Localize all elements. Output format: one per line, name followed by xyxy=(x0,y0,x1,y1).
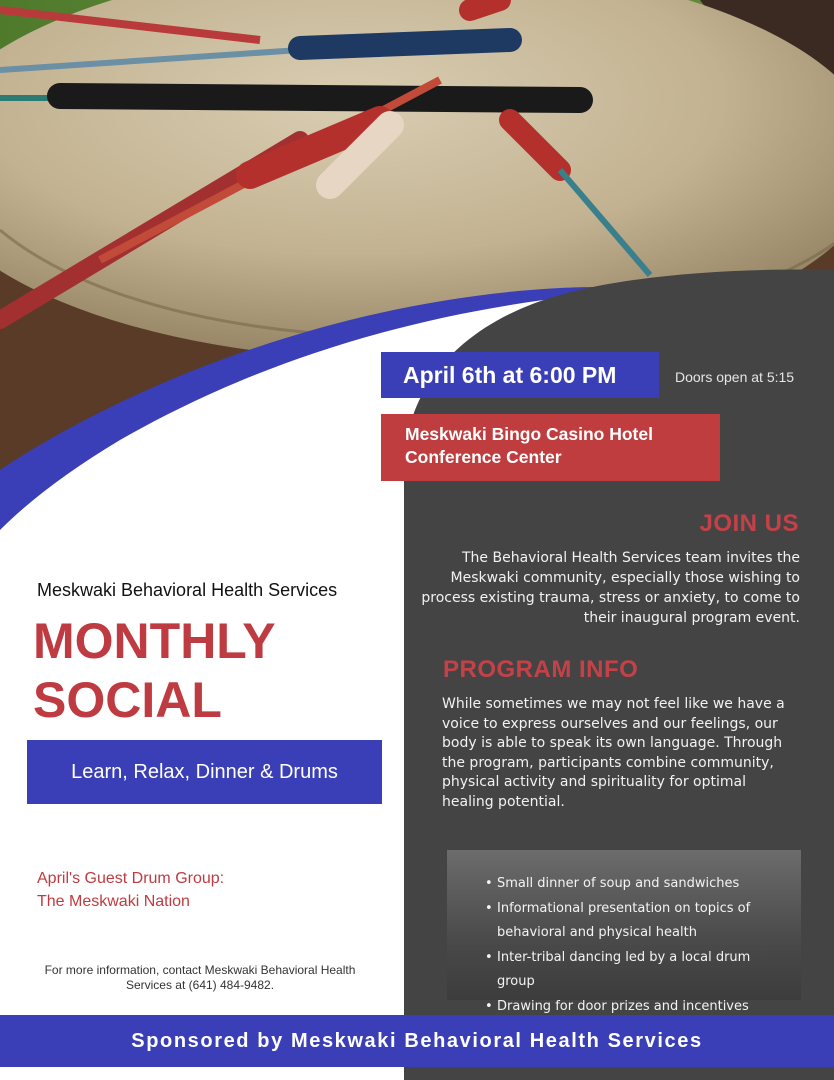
program-items-box xyxy=(447,850,801,1014)
contact-info: For more information, contact Meskwaki Behavioral Health Services at (641) 484-9482. xyxy=(44,963,356,992)
organization-name: Meskwaki Behavioral Health Services xyxy=(37,580,338,600)
sponsor-bar xyxy=(0,1015,834,1067)
program-items-list xyxy=(485,872,791,1019)
event-date-box xyxy=(381,352,659,398)
tagline-box xyxy=(27,740,382,804)
page-title xyxy=(33,612,276,730)
venue-line-2: Conference Center xyxy=(405,447,562,467)
list-item: • Drawing for door prizes and incentives xyxy=(485,995,791,1020)
list-item: • Small dinner of soup and sandwiches xyxy=(485,872,791,897)
program-info-text: While sometimes we may not feel like we have a voice to express ourselves and our feelings, our body is able to speak its own language. Through the program, participants combine community, physical activity and spirituality for optimal healing potential. xyxy=(442,696,785,810)
join-us-heading: JOIN US xyxy=(699,510,799,537)
guest-line-1: April's Guest Drum Group: xyxy=(37,870,225,887)
title-line-1: MONTHLY xyxy=(33,613,276,669)
program-info-heading: PROGRAM INFO xyxy=(443,656,639,683)
join-us-text: The Behavioral Health Services team invites the Meskwaki community, especially those wishing to process existing trauma, stress or anxiety, to come to their inaugural program event. xyxy=(421,550,800,626)
title-line-2: SOCIAL xyxy=(33,672,222,728)
guest-line-2: The Meskwaki Nation xyxy=(37,893,190,910)
guest-drum-group xyxy=(37,867,224,913)
list-item: • Inter-tribal dancing led by a local drum group xyxy=(485,946,791,995)
event-date-time: April 6th at 6:00 PM xyxy=(403,361,617,388)
doors-open-text: Doors open at 5:15 xyxy=(675,369,795,385)
tagline-text: Learn, Relax, Dinner & Drums xyxy=(71,760,338,783)
venue-line-1: Meskwaki Bingo Casino Hotel xyxy=(405,424,653,444)
sponsor-text: Sponsored by Meskwaki Behavioral Health Services xyxy=(131,1029,703,1052)
list-item: • Informational presentation on topics of behavioral and physical health xyxy=(485,897,791,946)
venue-box xyxy=(381,414,720,481)
